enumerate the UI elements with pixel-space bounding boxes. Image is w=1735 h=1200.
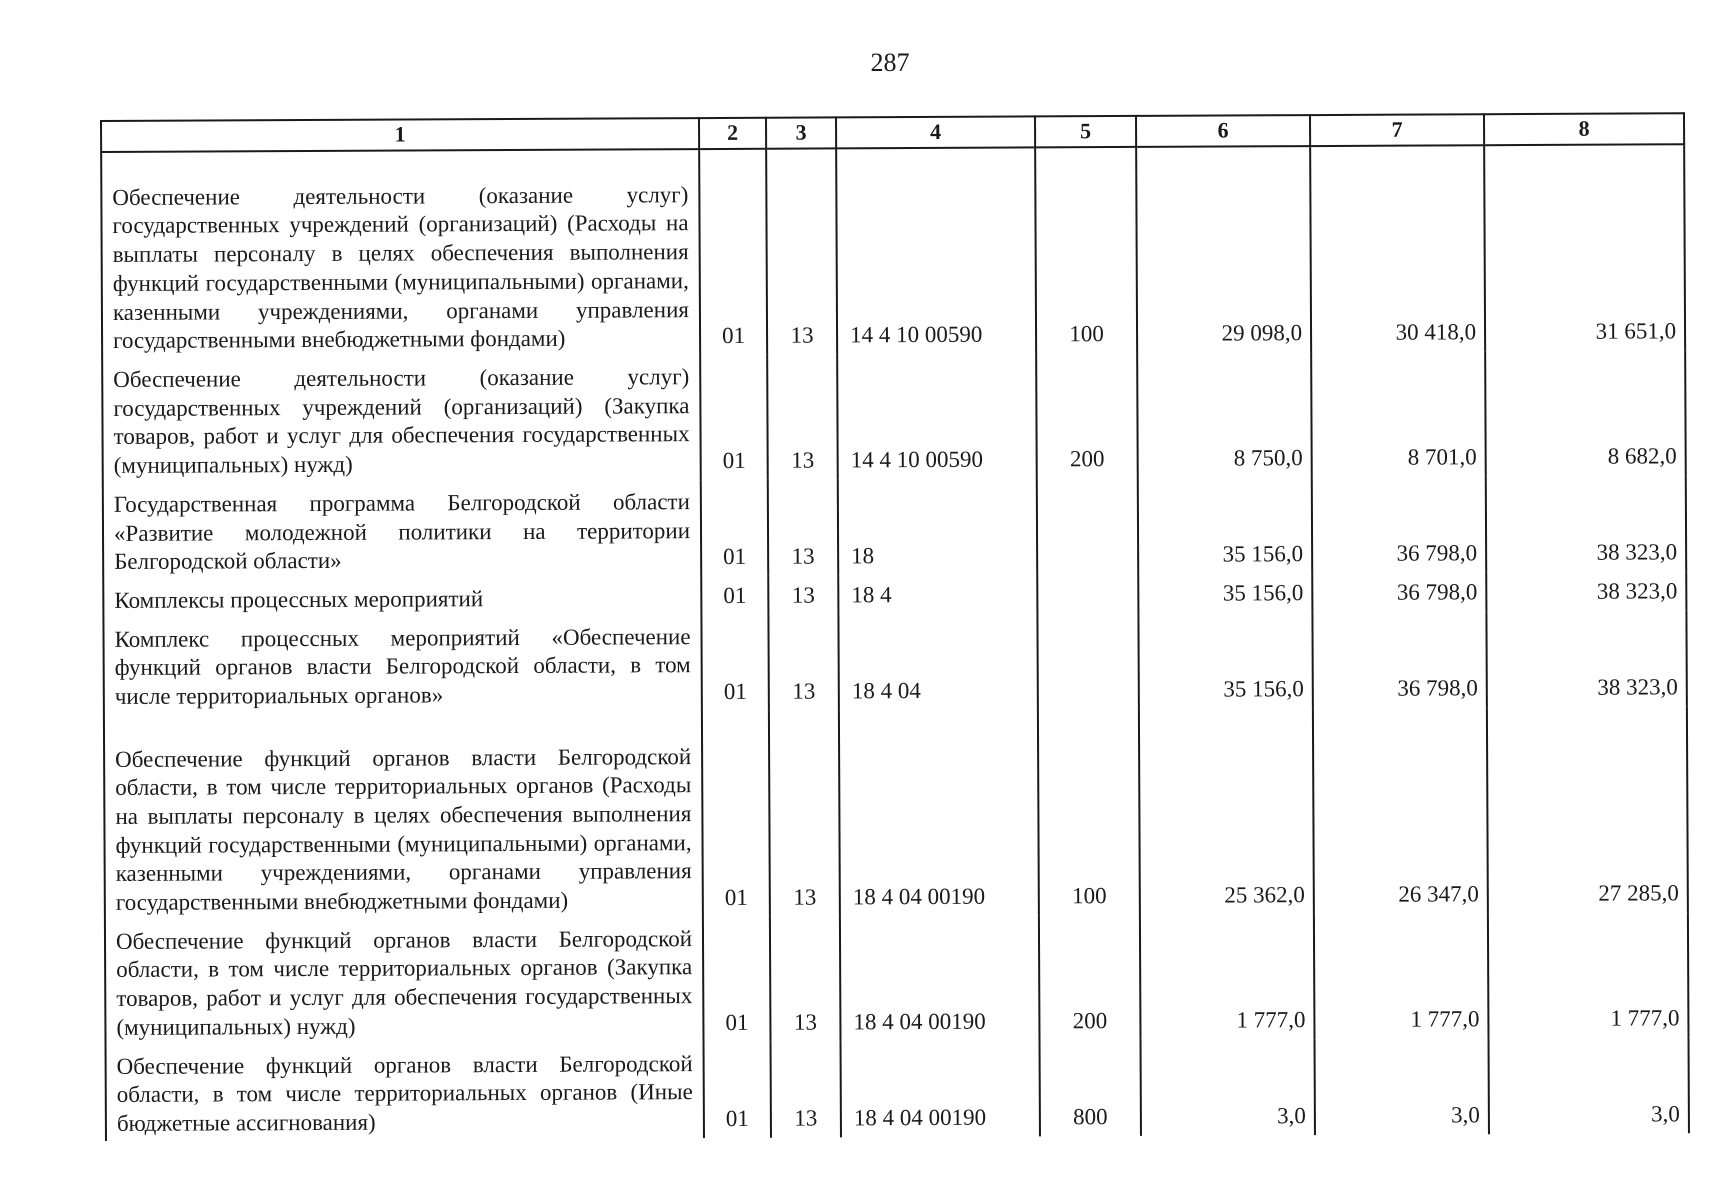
- subsection-code: 13: [770, 916, 841, 1041]
- target-article-code: 18 4 04 00190: [840, 915, 1040, 1041]
- section-code: 01: [701, 576, 768, 615]
- amount-col6: 35 156,0: [1138, 573, 1312, 613]
- subsection-code: 13: [768, 614, 838, 710]
- amount-col8: 38 323,0: [1486, 475, 1686, 572]
- target-article-code: 18 4: [838, 574, 1037, 614]
- table-row: [103, 610, 1686, 714]
- amount-col6: 1 777,0: [1140, 914, 1315, 1040]
- amount-col6: 35 156,0: [1138, 612, 1312, 709]
- expense-type-code: 800: [1040, 1039, 1141, 1136]
- expense-name: Комплекс процессных мероприятий «Обеспечение функций органов власти Белгородской области, в том числе территориальных органов»: [103, 615, 701, 714]
- expense-name: Комплексы процессных мероприятий: [103, 576, 701, 618]
- amount-col7: 8 701,0: [1311, 351, 1486, 477]
- amount-col7: 26 347,0: [1313, 707, 1488, 914]
- amount-col7: 36 798,0: [1312, 572, 1486, 612]
- expense-name: Обеспечение функций органов власти Белгородской области, в том числе территориальных органов (Закупка товаров, работ и услуг для обеспечения государственных (муниципальных) нужд): [105, 917, 704, 1045]
- amount-col8: 31 651,0: [1484, 144, 1685, 351]
- table-row: [105, 912, 1689, 1045]
- column-header: 1: [101, 118, 699, 152]
- amount-col6: 35 156,0: [1138, 477, 1312, 574]
- table-row: [104, 706, 1688, 920]
- table-row: [103, 475, 1686, 579]
- section-code: 01: [701, 480, 768, 576]
- target-article-code: 18 4 04 00190: [839, 709, 1039, 916]
- section-code: 01: [700, 355, 768, 480]
- column-header: 3: [766, 117, 836, 148]
- column-header: 5: [1035, 116, 1136, 147]
- subsection-code: 13: [767, 354, 838, 479]
- subsection-code: 13: [766, 148, 837, 354]
- expense-type-code: 100: [1035, 147, 1137, 353]
- amount-col8: 8 682,0: [1485, 350, 1686, 476]
- column-header: 4: [836, 116, 1035, 148]
- amount-col7: 30 418,0: [1310, 145, 1485, 352]
- amount-col8: 27 285,0: [1487, 706, 1688, 913]
- expense-type-code: [1037, 478, 1138, 575]
- table-row: [101, 144, 1685, 358]
- expense-type-code: 200: [1036, 353, 1138, 478]
- amount-col8: 1 777,0: [1488, 912, 1689, 1038]
- subsection-code: 13: [768, 575, 838, 614]
- target-article-code: 18 4 04: [838, 613, 1037, 710]
- page-number: 287: [870, 48, 910, 77]
- section-code: 01: [701, 614, 768, 710]
- column-header: 6: [1136, 115, 1310, 147]
- budget-table: [100, 112, 1690, 1140]
- amount-col6: 3,0: [1141, 1039, 1315, 1136]
- expense-name: Обеспечение функций органов власти Белгородской области, в том числе территориальных органов (Расходы на выплаты персоналу в целях обеспечения выполнения функций государственными (муниципальными) органами, казенными учреждениями, органами управления государственными внебюджетными фондами): [104, 711, 703, 920]
- expense-type-code: [1037, 574, 1138, 613]
- amount-col8: 38 323,0: [1486, 571, 1686, 611]
- expense-type-code: 100: [1038, 709, 1140, 915]
- amount-col7: 36 798,0: [1312, 611, 1486, 708]
- amount-col8: 38 323,0: [1486, 610, 1686, 707]
- target-article-code: 18 4 04 00190: [841, 1040, 1040, 1137]
- section-code: 01: [699, 149, 767, 355]
- target-article-code: 18: [838, 478, 1037, 575]
- expense-name: Обеспечение функций органов власти Белгородской области, в том числе территориальных органов (Иные бюджетные ассигнования): [106, 1042, 704, 1141]
- expense-name: Государственная программа Белгородской области «Развитие молодежной политики на территории Белгородской области»: [103, 480, 701, 579]
- section-code: 01: [703, 916, 771, 1041]
- target-article-code: 14 4 10 00590: [836, 147, 1036, 354]
- expense-name: Обеспечение деятельности (оказание услуг) государственных учреждений (организаций) (Расходы на выплаты персоналу в целях обеспечения выполнения функций государственными (муниципальными) органами, казенными учреждениями, органами управления государственными внебюджетными фондами): [101, 149, 700, 358]
- expense-type-code: 200: [1039, 915, 1141, 1040]
- section-code: 01: [702, 710, 770, 916]
- expense-type-code: [1037, 613, 1138, 710]
- amount-col7: 3,0: [1315, 1038, 1489, 1135]
- amount-col6: 29 098,0: [1136, 146, 1311, 353]
- amount-col6: 25 362,0: [1139, 708, 1314, 915]
- table-row: [102, 350, 1686, 483]
- subsection-code: 13: [771, 1041, 841, 1137]
- table-row: [106, 1037, 1689, 1141]
- column-header: 2: [699, 118, 766, 149]
- subsection-code: 13: [769, 710, 840, 916]
- expense-name: Обеспечение деятельности (оказание услуг) государственных учреждений (организаций) (Закупка товаров, работ и услуг для обеспечения государственных (муниципальных) нужд): [102, 355, 701, 483]
- target-article-code: 14 4 10 00590: [837, 353, 1037, 479]
- amount-col6: 8 750,0: [1137, 352, 1312, 478]
- subsection-code: 13: [768, 479, 838, 575]
- amount-col8: 3,0: [1489, 1037, 1689, 1134]
- column-header: 7: [1310, 114, 1484, 146]
- amount-col7: 36 798,0: [1312, 476, 1486, 573]
- amount-col7: 1 777,0: [1314, 913, 1489, 1039]
- column-header: 8: [1484, 113, 1684, 145]
- section-code: 01: [704, 1041, 771, 1137]
